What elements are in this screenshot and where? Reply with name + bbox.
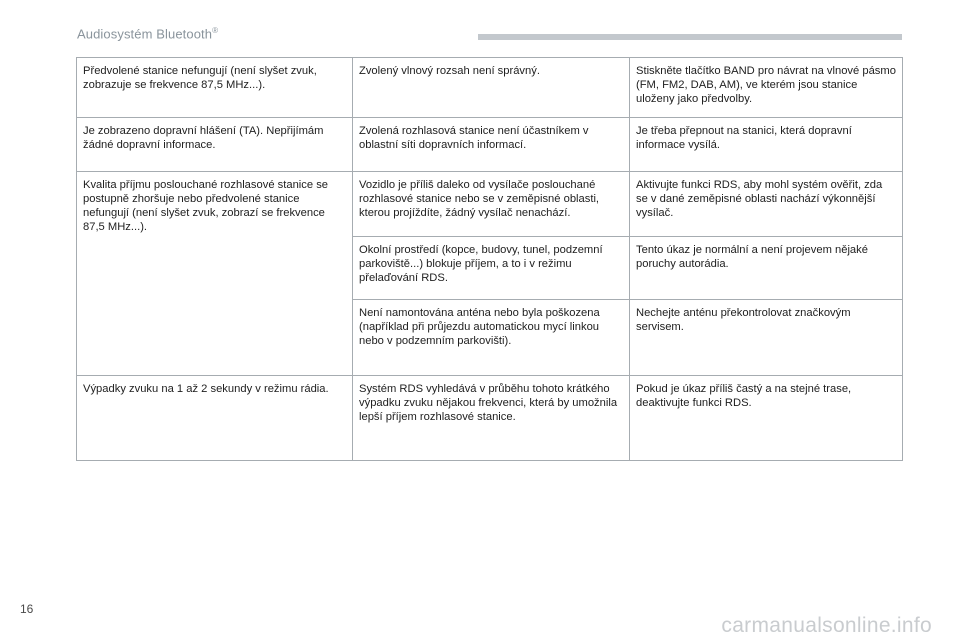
- solution-cell: Tento úkaz je normální a není projevem nějaké poruchy autorádia.: [630, 237, 903, 300]
- table-row: [77, 58, 903, 118]
- cause-cell: Okolní prostředí (kopce, budovy, tunel, podzemní parkoviště...) blokuje příjem, a to i v režimu přelaďování RDS.: [353, 237, 630, 300]
- registered-mark: ®: [212, 26, 219, 35]
- table-row: [77, 118, 903, 172]
- problem-cell: Je zobrazeno dopravní hlášení (TA). Nepřijímám žádné dopravní informace.: [77, 118, 353, 172]
- troubleshooting-table-body: [77, 58, 903, 461]
- page-number: 16: [20, 602, 34, 616]
- solution-cell: Pokud je úkaz příliš častý a na stejné trase, deaktivujte funkci RDS.: [630, 376, 903, 461]
- solution-cell: Aktivujte funkci RDS, aby mohl systém ověřit, zda se v dané zeměpisné oblasti nachází výkonnější vysílač.: [630, 172, 903, 237]
- table-row: [77, 172, 903, 237]
- cause-cell: Vozidlo je příliš daleko od vysílače poslouchané rozhlasové stanice nebo se v zeměpisné oblasti, kterou projíždíte, žádný vysílač nenachází.: [353, 172, 630, 237]
- problem-cell: Předvolené stanice nefungují (není slyšet zvuk, zobrazuje se frekvence 87,5 MHz...).: [77, 58, 353, 118]
- problem-cell: Výpadky zvuku na 1 až 2 sekundy v režimu rádia.: [77, 376, 353, 461]
- troubleshooting-table: [76, 57, 903, 461]
- solution-cell: Stiskněte tlačítko BAND pro návrat na vlnové pásmo (FM, FM2, DAB, AM), ve kterém jsou stanice uloženy jako předvolby.: [630, 58, 903, 118]
- solution-cell: Nechejte anténu překontrolovat značkovým servisem.: [630, 300, 903, 376]
- section-title-text: Audiosystém Bluetooth: [77, 26, 213, 42]
- cause-cell: Není namontována anténa nebo byla poškozena (například při průjezdu automatickou mycí linkou nebo v podzemním parkovišti).: [353, 300, 630, 376]
- solution-cell: Je třeba přepnout na stanici, která dopravní informace vysílá.: [630, 118, 903, 172]
- cause-cell: Systém RDS vyhledává v průběhu tohoto krátkého výpadku zvuku nějakou frekvenci, která by umožnila lepší příjem rozhlasové stanice.: [353, 376, 630, 461]
- header-divider-bar: [478, 34, 902, 40]
- cause-cell: Zvolený vlnový rozsah není správný.: [353, 58, 630, 118]
- cause-cell: Zvolená rozhlasová stanice není účastníkem v oblastní síti dopravních informací.: [353, 118, 630, 172]
- table-row: [77, 376, 903, 461]
- section-title: [77, 26, 218, 41]
- watermark: carmanualsonline.info: [721, 614, 932, 637]
- problem-cell: Kvalita příjmu poslouchané rozhlasové stanice se postupně zhoršuje nebo předvolené stanice nefungují (není slyšet zvuk, zobrazí se frekvence 87,5 MHz...).: [77, 172, 353, 376]
